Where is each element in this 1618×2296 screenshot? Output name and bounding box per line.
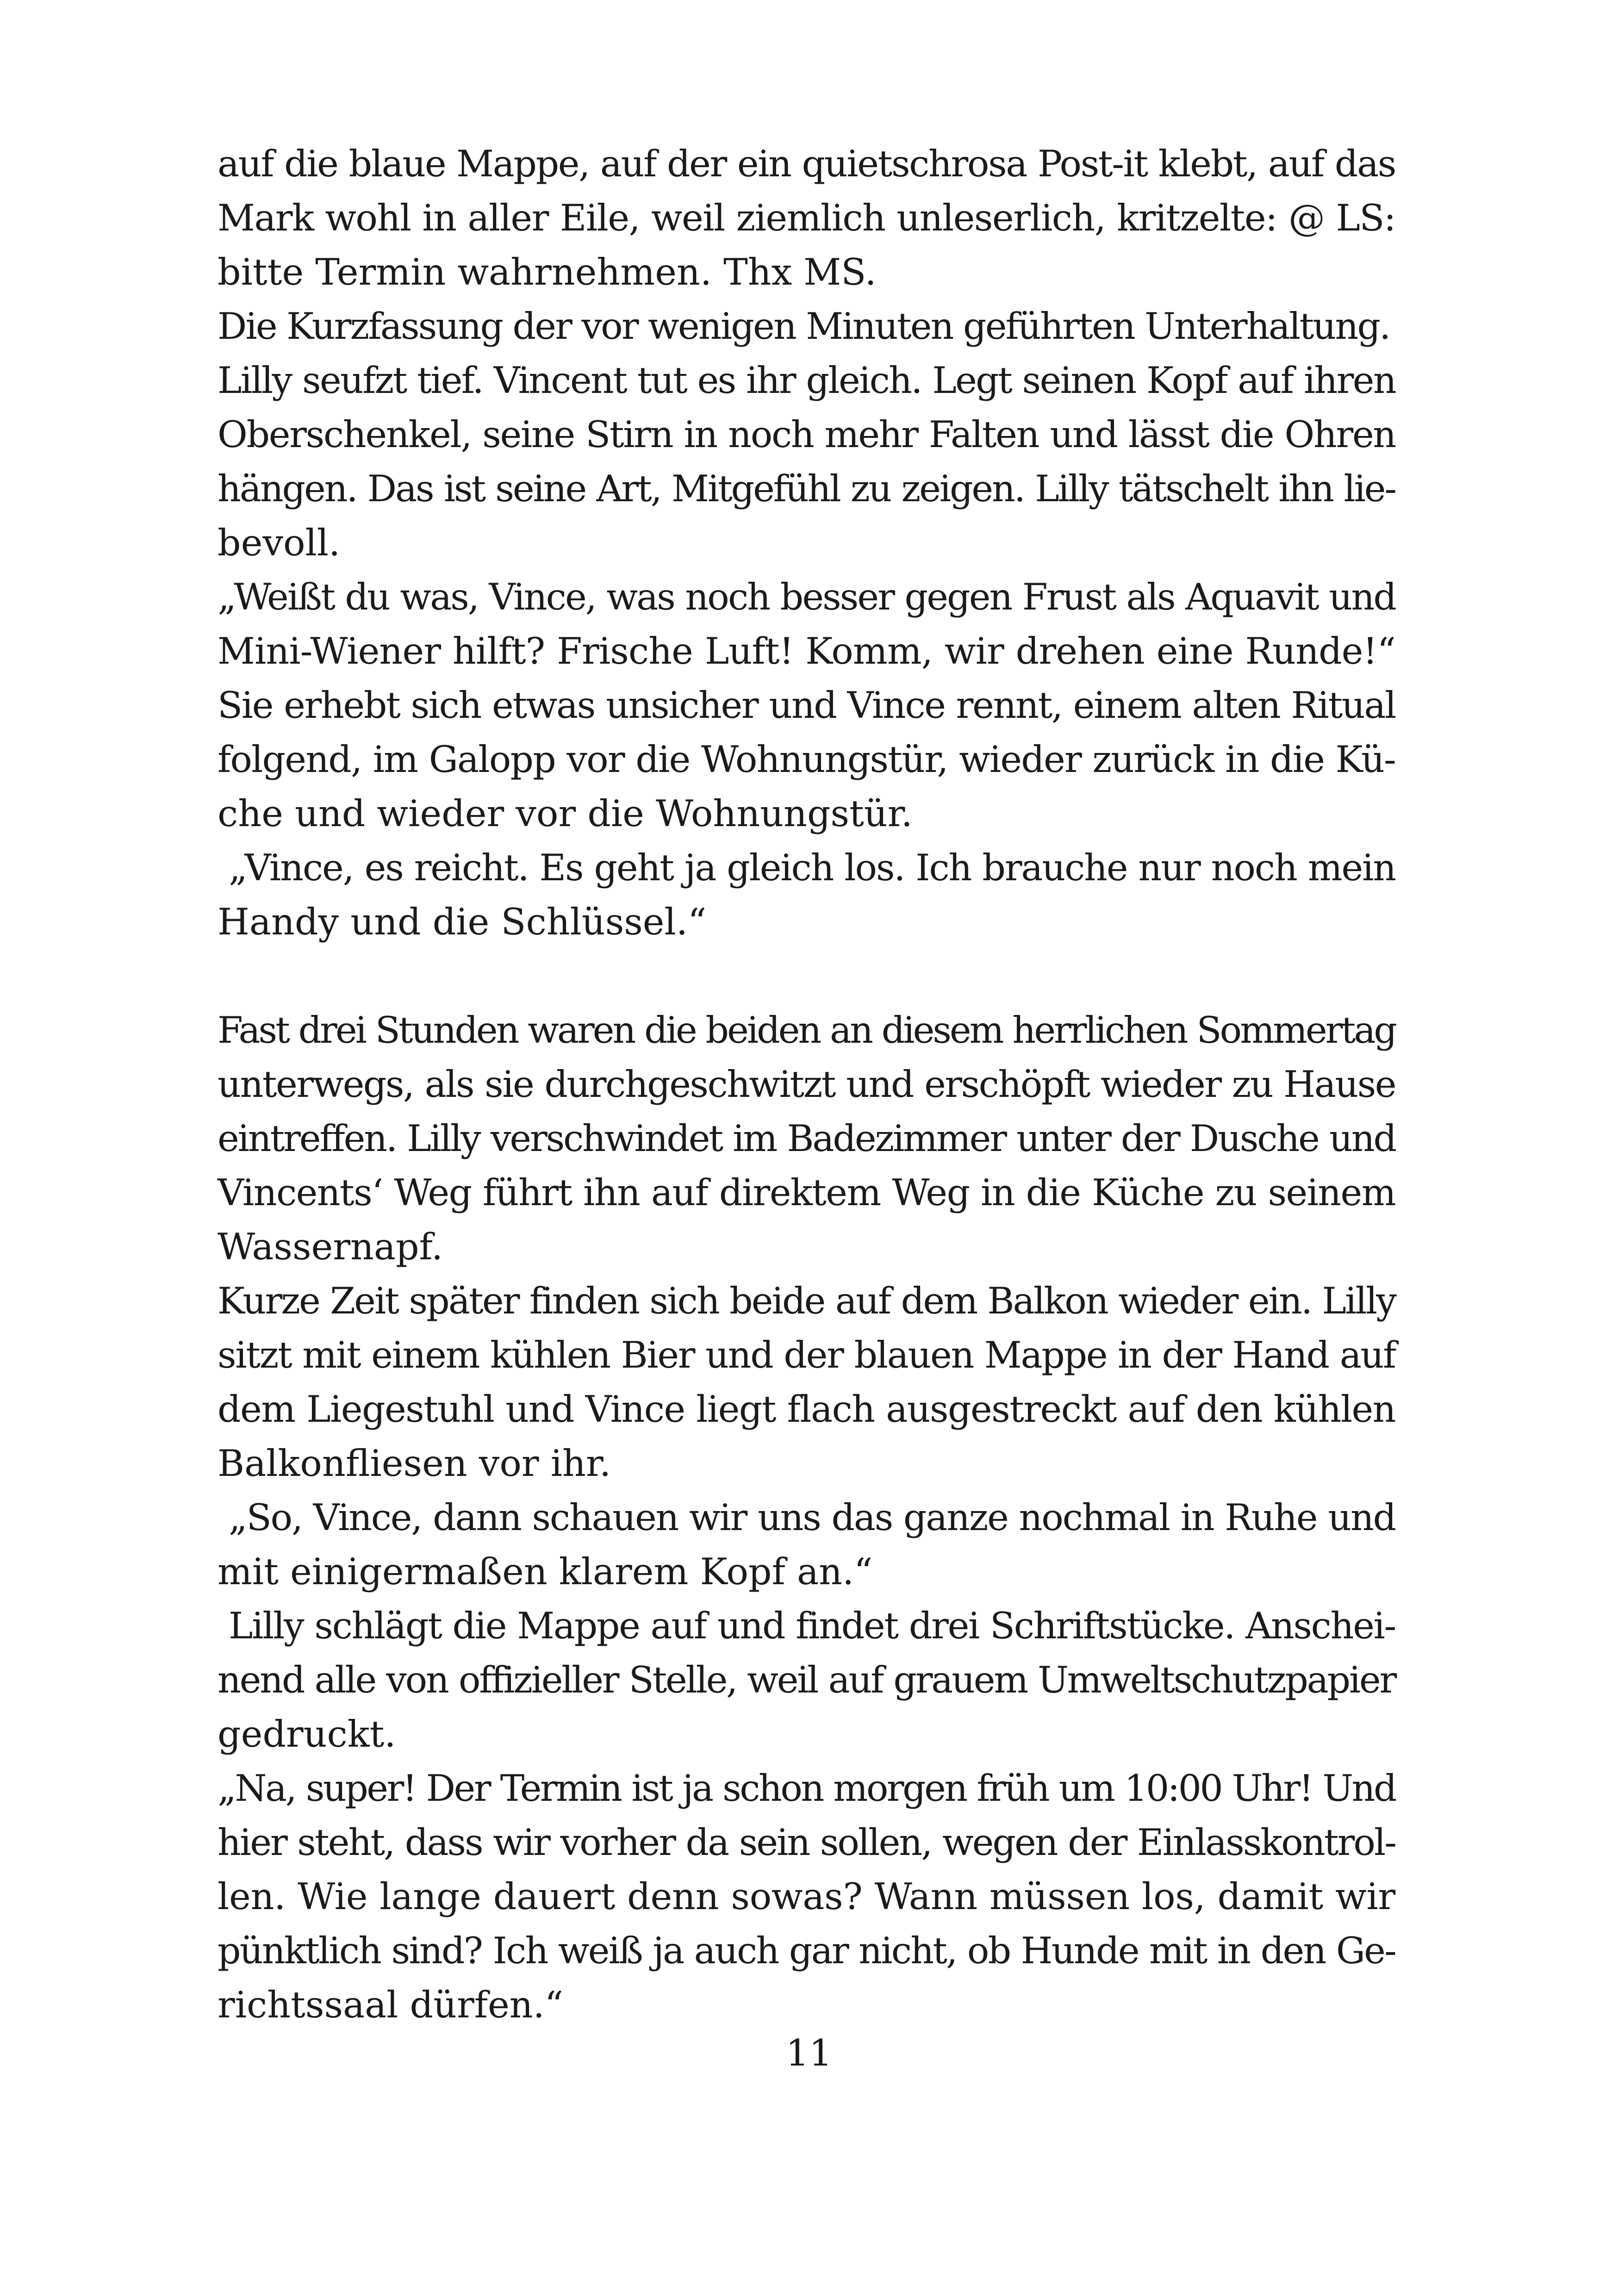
text-line: pünktlich sind? Ich weiß ja auch gar nicht, ob Hunde mit in den Ge-: [218, 1929, 1395, 1972]
text-line: „So, Vince, dann schauen wir uns das ganze nochmal in Ruhe und: [218, 1496, 1395, 1539]
paragraph: [218, 137, 1395, 299]
text-line: unterwegs, als sie durchgeschwitzt und erschöpft wieder zu Hause: [218, 1063, 1395, 1106]
text-line: Die Kurzfassung der vor wenigen Minuten geführten Unterhaltung.: [218, 305, 1390, 348]
text-line: Lilly seufzt tief. Vincent tut es ihr gleich. Legt seinen Kopf auf ihren: [218, 359, 1395, 402]
text-line: hier steht, dass wir vorher da sein sollen, wegen der Einlasskontrol-: [218, 1821, 1395, 1864]
paragraph: [218, 841, 1395, 949]
text-line: Wassernapf.: [218, 1226, 443, 1268]
text-line: Mini-Wiener hilft? Frische Luft! Komm, wir drehen eine Runde!“: [218, 630, 1395, 672]
text-line: eintreffen. Lilly verschwindet im Badezimmer unter der Dusche und: [218, 1117, 1395, 1160]
paragraph: [218, 1274, 1395, 1491]
text-line: Handy und die Schlüssel.“: [218, 901, 707, 943]
text-line: len. Wie lange dauert denn sowas? Wann müssen los, damit wir: [218, 1875, 1395, 1918]
text-line: gedruckt.: [218, 1713, 396, 1755]
text-line: Sie erhebt sich etwas unsicher und Vince rennt, einem alten Ritual: [218, 684, 1395, 727]
paragraph: [218, 354, 1395, 570]
text-line: Fast drei Stunden waren die beiden an diesem herrlichen Sommertag: [218, 1009, 1395, 1052]
page-number: 11: [785, 2032, 833, 2074]
text-line: Balkonfliesen vor ihr.: [218, 1442, 611, 1485]
text-line: Kurze Zeit später finden sich beide auf dem Balkon wieder ein. Lilly: [218, 1280, 1395, 1322]
text-line: mit einigermaßen klarem Kopf an.“: [218, 1550, 873, 1593]
text-line: nend alle von offizieller Stelle, weil auf grauem Umweltschutzpapier: [218, 1659, 1395, 1701]
paragraph: [218, 1491, 1395, 1599]
text-line: „Weißt du was, Vince, was noch besser gegen Frust als Aquavit und: [218, 576, 1395, 618]
paragraph: [218, 1599, 1395, 1761]
text-line: Oberschenkel, seine Stirn in noch mehr Falten und lässt die Ohren: [218, 413, 1395, 456]
body-text: [218, 137, 1395, 2032]
paragraph: [218, 1003, 1395, 1274]
text-line: Mark wohl in aller Eile, weil ziemlich unleserlich, kritzelte: @ LS:: [218, 197, 1395, 239]
paragraph: [218, 1761, 1395, 2032]
text-line: sitzt mit einem kühlen Bier und der blauen Mappe in der Hand auf: [218, 1334, 1395, 1376]
text-line: auf die blaue Mappe, auf der ein quietschrosa Post-it klebt, auf das: [218, 143, 1395, 185]
paragraph-spacer: [218, 949, 1395, 1003]
paragraph: [218, 570, 1395, 841]
text-line: „Vince, es reicht. Es geht ja gleich los. Ich brauche nur noch mein: [218, 846, 1395, 889]
text-line: bevoll.: [218, 522, 341, 564]
text-line: „Na, super! Der Termin ist ja schon morgen früh um 10:00 Uhr! Und: [218, 1767, 1395, 1810]
text-line: che und wieder vor die Wohnungstür.: [218, 792, 913, 835]
text-line: hängen. Das ist seine Art, Mitgefühl zu zeigen. Lilly tätschelt ihn lie-: [218, 467, 1395, 510]
text-line: richtssaal dürfen.“: [218, 1984, 564, 2026]
text-line: dem Liegestuhl und Vince liegt flach ausgestreckt auf den kühlen: [218, 1388, 1395, 1431]
text-line: folgend, im Galopp vor die Wohnungstür, wieder zurück in die Kü-: [218, 738, 1395, 781]
text-line: Lilly schlägt die Mappe auf und findet drei Schriftstücke. Anschei-: [218, 1605, 1395, 1647]
text-line: bitte Termin wahrnehmen. Thx MS.: [218, 251, 877, 293]
paragraph: [218, 299, 1395, 354]
text-line: Vincents‘ Weg führt ihn auf direktem Weg in die Küche zu seinem: [218, 1171, 1395, 1214]
